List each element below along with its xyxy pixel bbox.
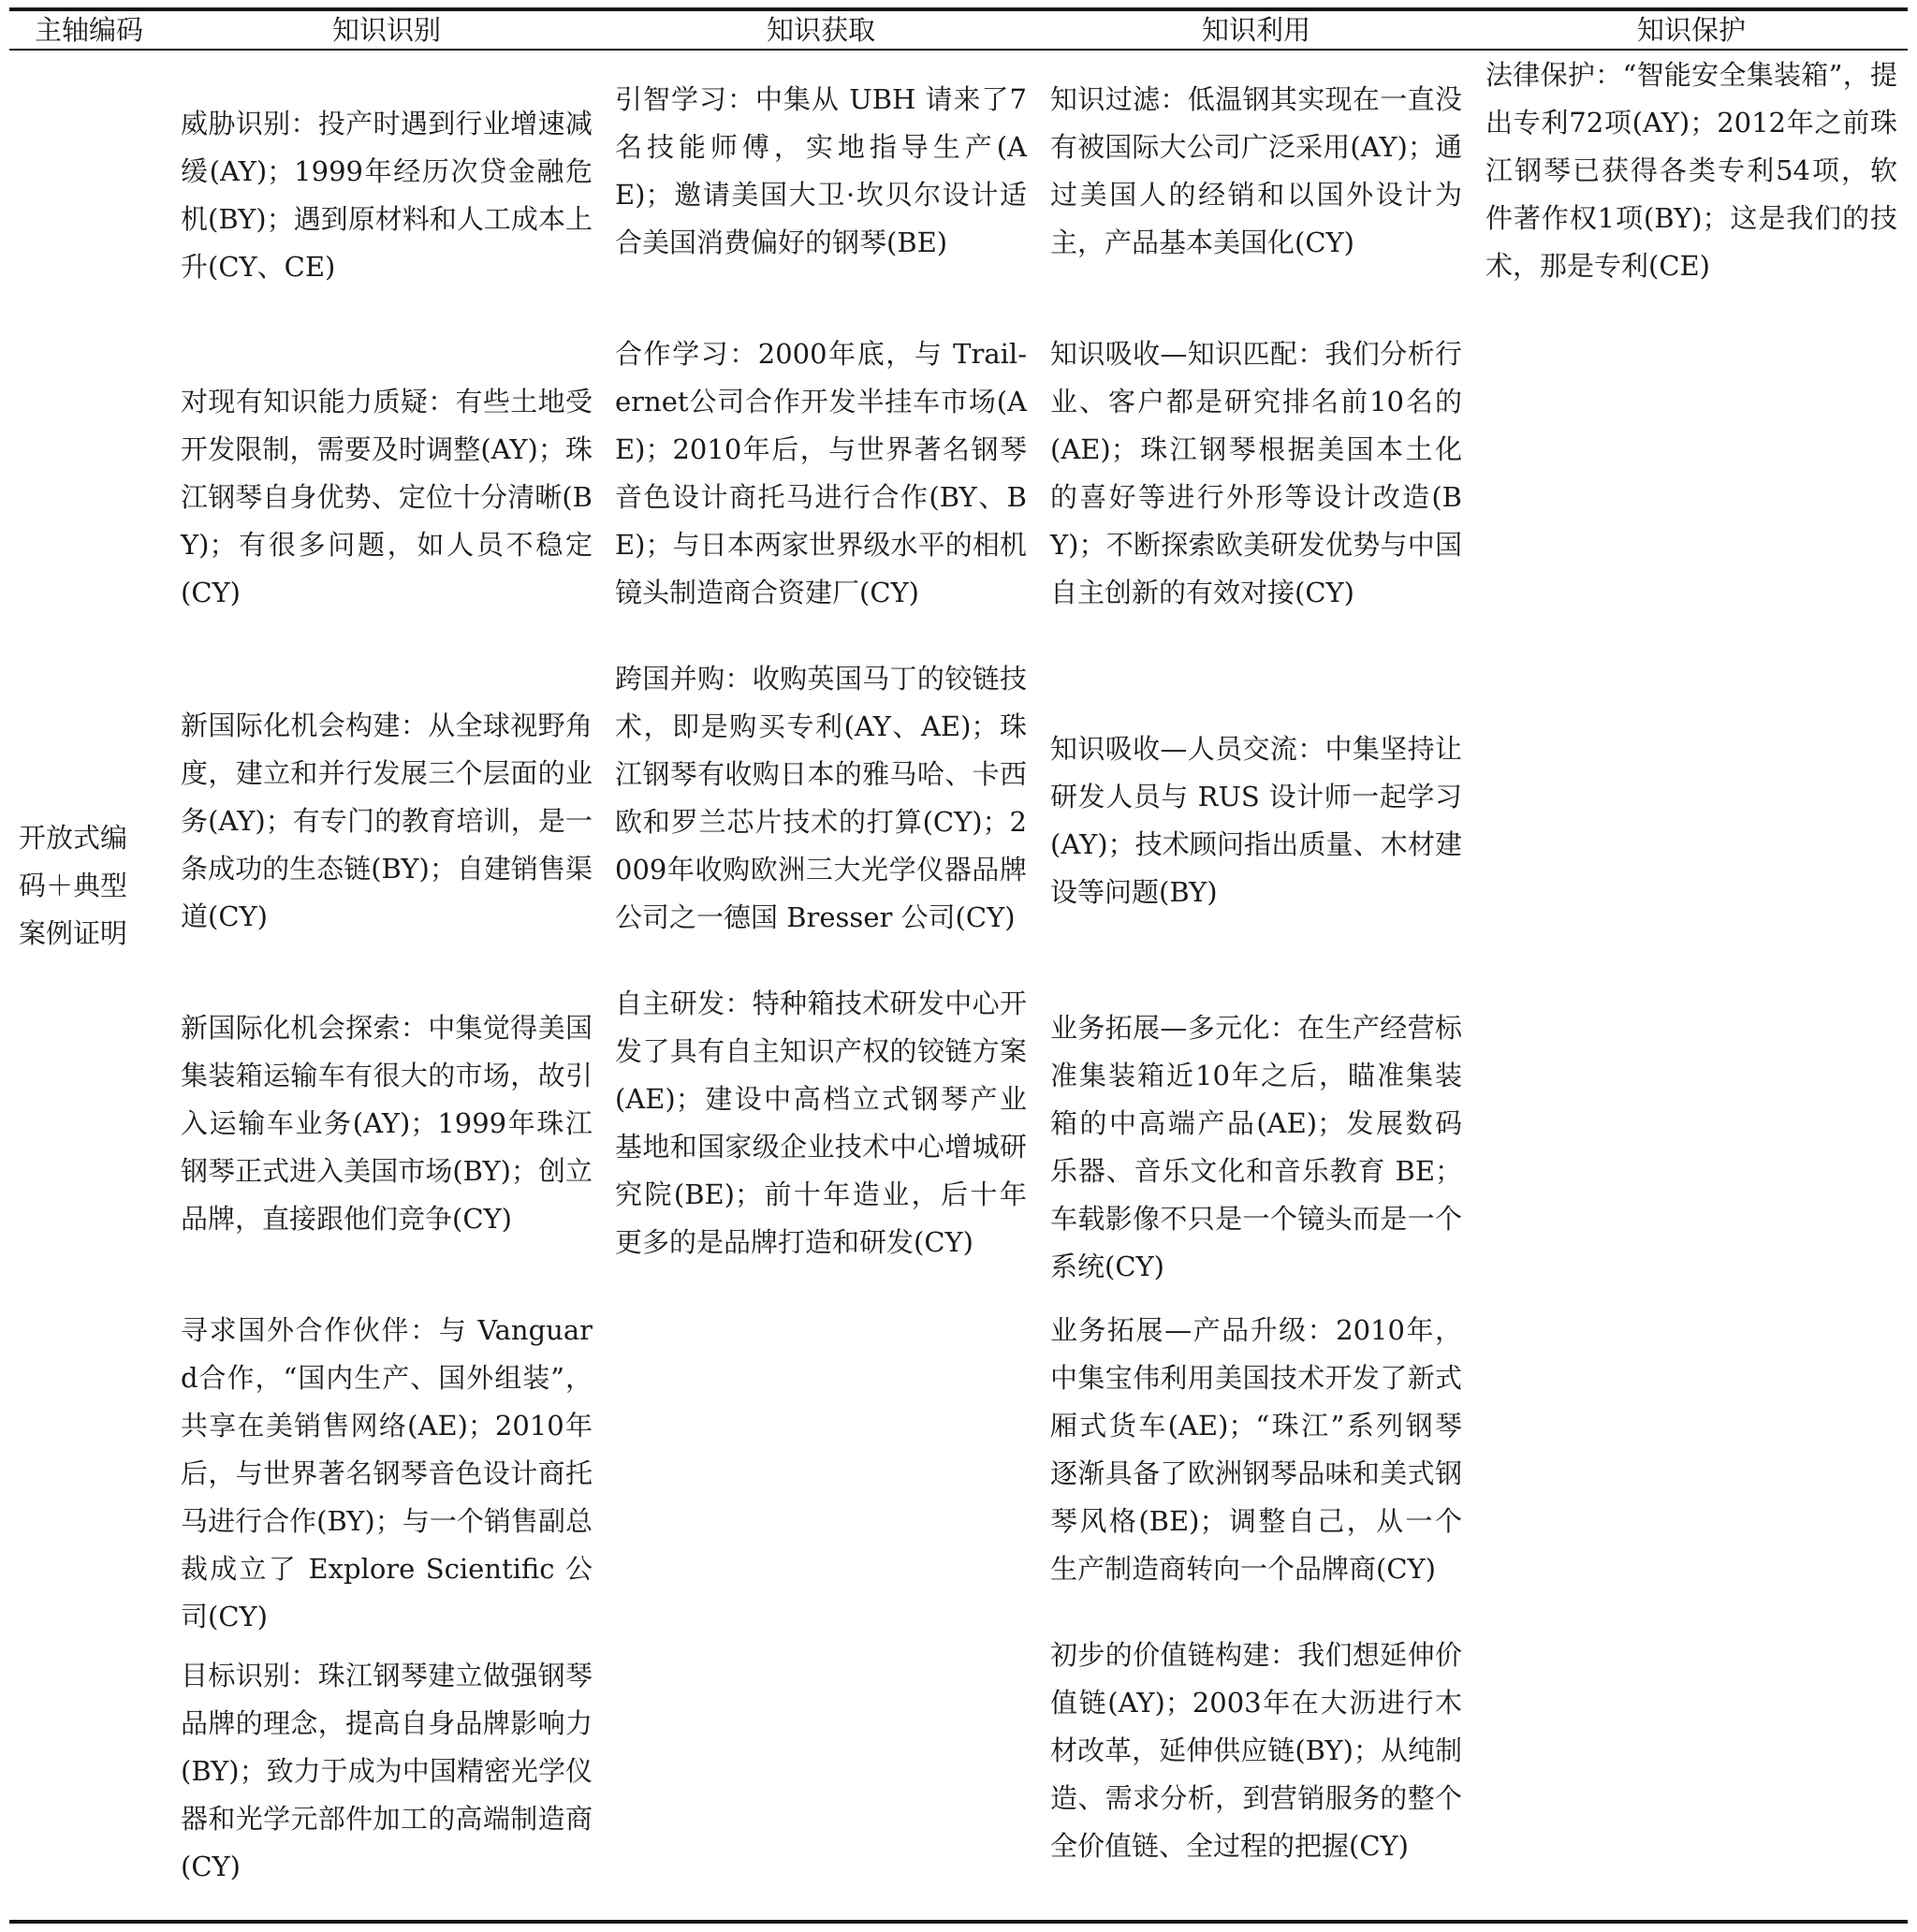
utilization-cell: 业务拓展—多元化：在生产经营标准集装箱近10年之后，瞄准集装箱的中高端产品(AE)；发展数码乐器、音乐文化和音乐教育 BE；车载影像不只是一个镜头而是一个系统(CY) [1050, 1012, 1462, 1282]
utilization-cell: 知识吸收—人员交流：中集坚持让研发人员与 RUS 设计师一起学习(AY)；技术顾问指出质量、木材建设等问题(BY) [1050, 733, 1462, 908]
identification-cell: 威胁识别：投产时遇到行业增速减缓(AY)；1999年经历次贷金融危机(BY)；遇到原材料和人工成本上升(CY、CE) [181, 108, 593, 283]
table-header-rule [9, 49, 1908, 51]
utilization-cell: 初步的价值链构建：我们想延伸价值链(AY)；2003年在大沥进行木材改革，延伸供应链(BY)；从纯制造、需求分析，到营销服务的整个全价值链、全过程的把握(CY) [1050, 1639, 1462, 1862]
header-knowledge-identification: 知识识别 [331, 14, 441, 46]
utilization-cell: 业务拓展—产品升级：2010年，中集宝伟利用美国技术开发了新式厢式货车(AE)；“珠江”系列钢琴逐渐具备了欧洲钢琴品味和美式钢琴风格(BE)；调整自己，从一个生产制造商转向一个品牌商(CY) [1050, 1314, 1462, 1585]
axis-label [19, 814, 159, 958]
axis-label-line: 案例证明 [19, 917, 128, 949]
identification-cell: 目标识别：珠江钢琴建立做强钢琴品牌的理念，提高自身品牌影响力(BY)；致力于成为中国精密光学仪器和光学元部件加工的高端制造商(CY) [181, 1660, 593, 1882]
identification-cell: 新国际化机会构建：从全球视野角度，建立和并行发展三个层面的业务(AY)；有专门的教育培训，是一条成功的生态链(BY)；自建销售渠道(CY) [181, 710, 593, 932]
header-knowledge-acquisition: 知识获取 [766, 14, 875, 46]
header-knowledge-utilization: 知识利用 [1201, 14, 1310, 46]
identification-cell: 寻求国外合作伙伴：与 Vanguard合作，“国内生产、国外组装”，共享在美销售网络(AE)；2010年后，与世界著名钢琴音色设计商托马进行合作(BY)；与一个销售副总裁成立了 Explore Scientific 公司(CY) [181, 1314, 593, 1632]
header-main-axis: 主轴编码 [34, 14, 143, 46]
identification-cell: 对现有知识能力质疑：有些土地受开发限制，需要及时调整(AY)；珠江钢琴自身优势、定位十分清晰(BY)；有很多问题，如人员不稳定(CY) [181, 386, 593, 608]
acquisition-cell: 引智学习：中集从 UBH 请来了7名技能师傅，实地指导生产(AE)；邀请美国大卫·坎贝尔设计适合美国消费偏好的钢琴(BE) [615, 83, 1027, 258]
protection-cell: 法律保护：“智能安全集装箱”，提出专利72项(AY)；2012年之前珠江钢琴已获得各类专利54项，软件著作权1项(BY)；这是我们的技术，那是专利(CE) [1485, 59, 1897, 282]
utilization-cell: 知识吸收—知识匹配：我们分析行业、客户都是研究排名前10名的(AE)；珠江钢琴根据美国本土化的喜好等进行外形等设计改造(BY)；不断探索欧美研发优势与中国自主创新的有效对接(CY) [1050, 338, 1462, 608]
axis-label-line: 开放式编 [19, 822, 128, 854]
axis-label-line: 码＋典型 [19, 870, 128, 901]
table-bottom-rule [9, 1920, 1908, 1924]
identification-cell: 新国际化机会探索：中集觉得美国集装箱运输车有很大的市场，故引入运输车业务(AY)；1999年珠江钢琴正式进入美国市场(BY)；创立品牌，直接跟他们竞争(CY) [181, 1012, 593, 1235]
acquisition-cell: 自主研发：特种箱技术研发中心开发了具有自主知识产权的铰链方案(AE)；建设中高档立式钢琴产业基地和国家级企业技术中心增城研究院(BE)；前十年造业，后十年更多的是品牌打造和研发(CY) [615, 988, 1027, 1258]
utilization-cell: 知识过滤：低温钢其实现在一直没有被国际大公司广泛采用(AY)；通过美国人的经销和以国外设计为主，产品基本美国化(CY) [1050, 83, 1462, 258]
acquisition-cell: 跨国并购：收购英国马丁的铰链技术，即是购买专利(AY、AE)；珠江钢琴有收购日本的雅马哈、卡西欧和罗兰芯片技术的打算(CY)；2009年收购欧洲三大光学仪器品牌公司之一德国 Bresser 公司(CY) [615, 663, 1027, 933]
acquisition-cell: 合作学习：2000年底，与 Trail-ernet公司合作开发半挂车市场(AE)；2010年后，与世界著名钢琴音色设计商托马进行合作(BY、BE)；与日本两家世界级水平的相机镜头制造商合资建厂(CY) [615, 338, 1027, 608]
header-knowledge-protection: 知识保护 [1636, 14, 1746, 46]
